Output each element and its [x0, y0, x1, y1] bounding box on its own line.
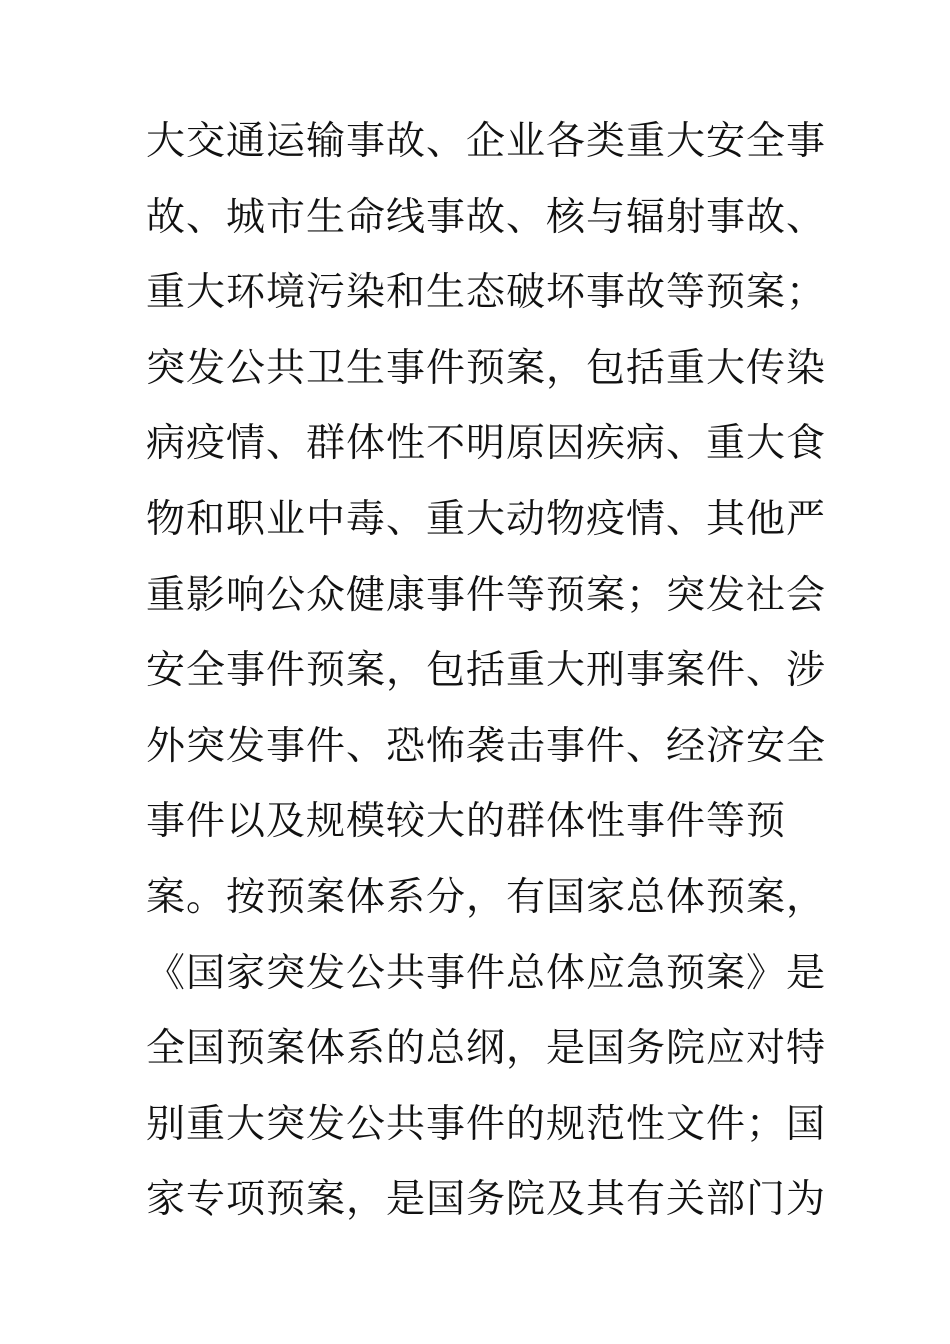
text-line-9: 外突发事件、恐怖袭击事件、经济安全 — [146, 723, 827, 769]
text-line-10: 事件以及规模较大的群体性事件等预 — [146, 799, 787, 845]
text-line-6: 物和职业中毒、重大动物疫情、其他严 — [146, 496, 827, 542]
text-line-8: 安全事件预案，包括重大刑事案件、涉 — [146, 648, 827, 694]
text-line-4: 突发公共卫生事件预案，包括重大传染 — [146, 345, 827, 391]
text-line-12: 《国家突发公共事件总体应急预案》是 — [146, 950, 827, 996]
text-line-5: 病疫情、群体性不明原因疾病、重大食 — [146, 421, 827, 467]
text-line-14: 别重大突发公共事件的规范性文件；国 — [146, 1101, 827, 1147]
text-line-7: 重影响公众健康事件等预案；突发社会 — [146, 572, 827, 618]
text-line-2: 故、城市生命线事故、核与辐射事故、 — [146, 194, 827, 240]
body-text — [146, 104, 827, 1238]
text-line-3: 重大环境污染和生态破坏事故等预案； — [146, 270, 827, 316]
text-line-13: 全国预案体系的总纲，是国务院应对特 — [146, 1026, 827, 1072]
text-line-15: 家专项预案，是国务院及其有关部门为 — [146, 1177, 827, 1223]
text-line-1: 大交通运输事故、企业各类重大安全事 — [146, 119, 827, 164]
text-line-11: 案。按预案体系分，有国家总体预案， — [146, 874, 827, 920]
